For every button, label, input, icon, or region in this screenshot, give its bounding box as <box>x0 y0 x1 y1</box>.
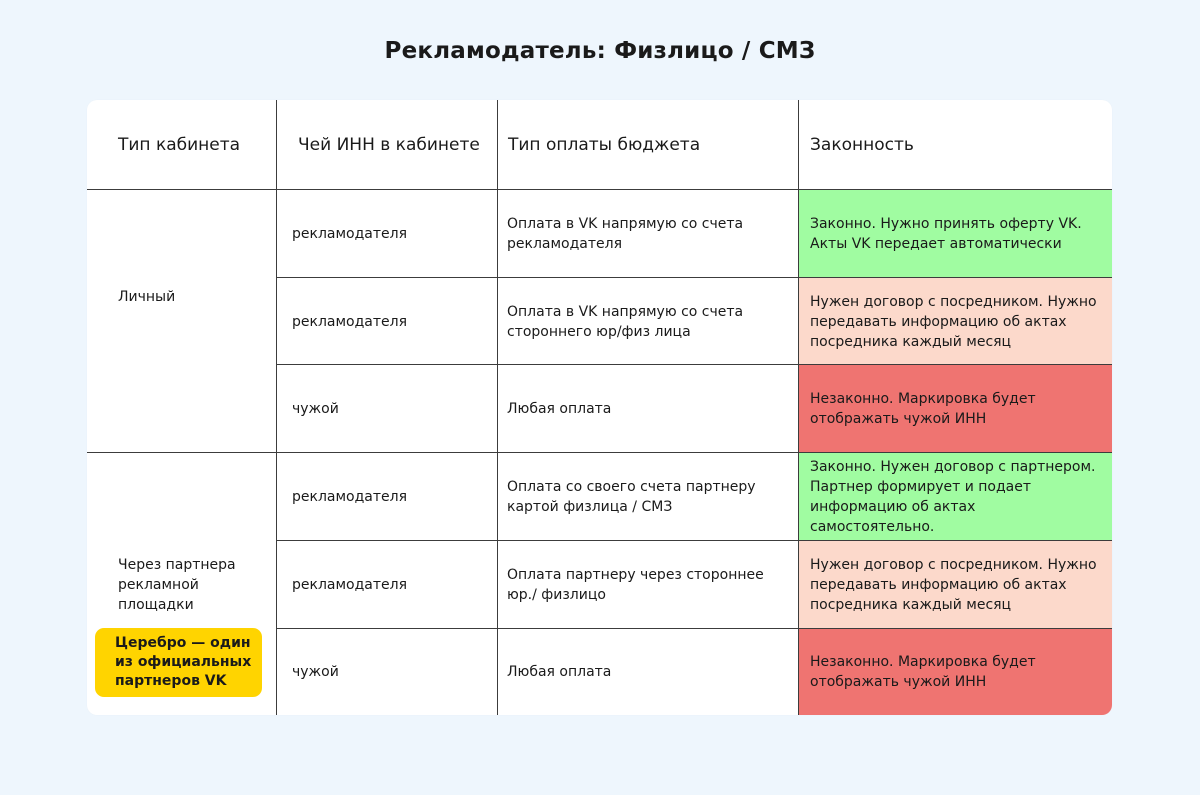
legality-cell: Законно. Нужен договор с партнером. Партнер формирует и подает информацию об актах самостоятельно. <box>810 459 1096 535</box>
header-payment: Тип оплаты бюджета <box>508 134 701 155</box>
inn-cell: чужой <box>292 401 339 417</box>
payment-cell: Оплата партнеру через стороннее юр./ физлицо <box>507 567 764 603</box>
payment-cell: Оплата в VK напрямую со счета стороннего юр/физ лица <box>507 303 744 340</box>
inn-cell: рекламодателя <box>292 226 408 242</box>
page-title: Рекламодатель: Физлицо / СМЗ <box>384 38 816 64</box>
inn-cell: чужой <box>292 664 339 680</box>
legality-cell: Незаконно. Маркировка будет отображать чужой ИНН <box>810 391 1036 427</box>
header-cabinet-type: Тип кабинета <box>118 134 241 155</box>
column-divider <box>497 100 498 715</box>
payment-cell: Любая оплата <box>507 401 612 417</box>
legality-cell: Незаконно. Маркировка будет отображать чужой ИНН <box>810 654 1036 690</box>
header-legality: Законность <box>810 134 914 155</box>
inn-cell: рекламодателя <box>292 489 408 505</box>
legality-cell: Законно. Нужно принять оферту VK. Акты VK передает автоматически <box>810 216 1082 252</box>
payment-cell: Оплата со своего счета партнеру картой физлица / СМЗ <box>507 479 756 515</box>
legality-cell: Нужен договор с посредником. Нужно передавать информацию об актах посредника каждый месяц <box>810 557 1097 613</box>
group-label-partner: Через партнера рекламной площадки <box>118 557 236 613</box>
legality-cell: Нужен договор с посредником. Нужно передавать информацию об актах посредника каждый месяц <box>810 293 1097 350</box>
inn-cell: рекламодателя <box>292 577 408 593</box>
group-label-personal: Личный <box>118 289 176 305</box>
inn-cell: рекламодателя <box>292 313 408 330</box>
column-divider <box>276 100 277 715</box>
payment-cell: Любая оплата <box>507 664 612 680</box>
legality-table <box>87 100 1112 715</box>
payment-cell: Оплата в VK напрямую со счета рекламодателя <box>507 216 744 252</box>
partner-badge: Церебро — один из официальных партнеров VK <box>95 628 262 697</box>
header-inn: Чей ИНН в кабинете <box>298 134 480 155</box>
